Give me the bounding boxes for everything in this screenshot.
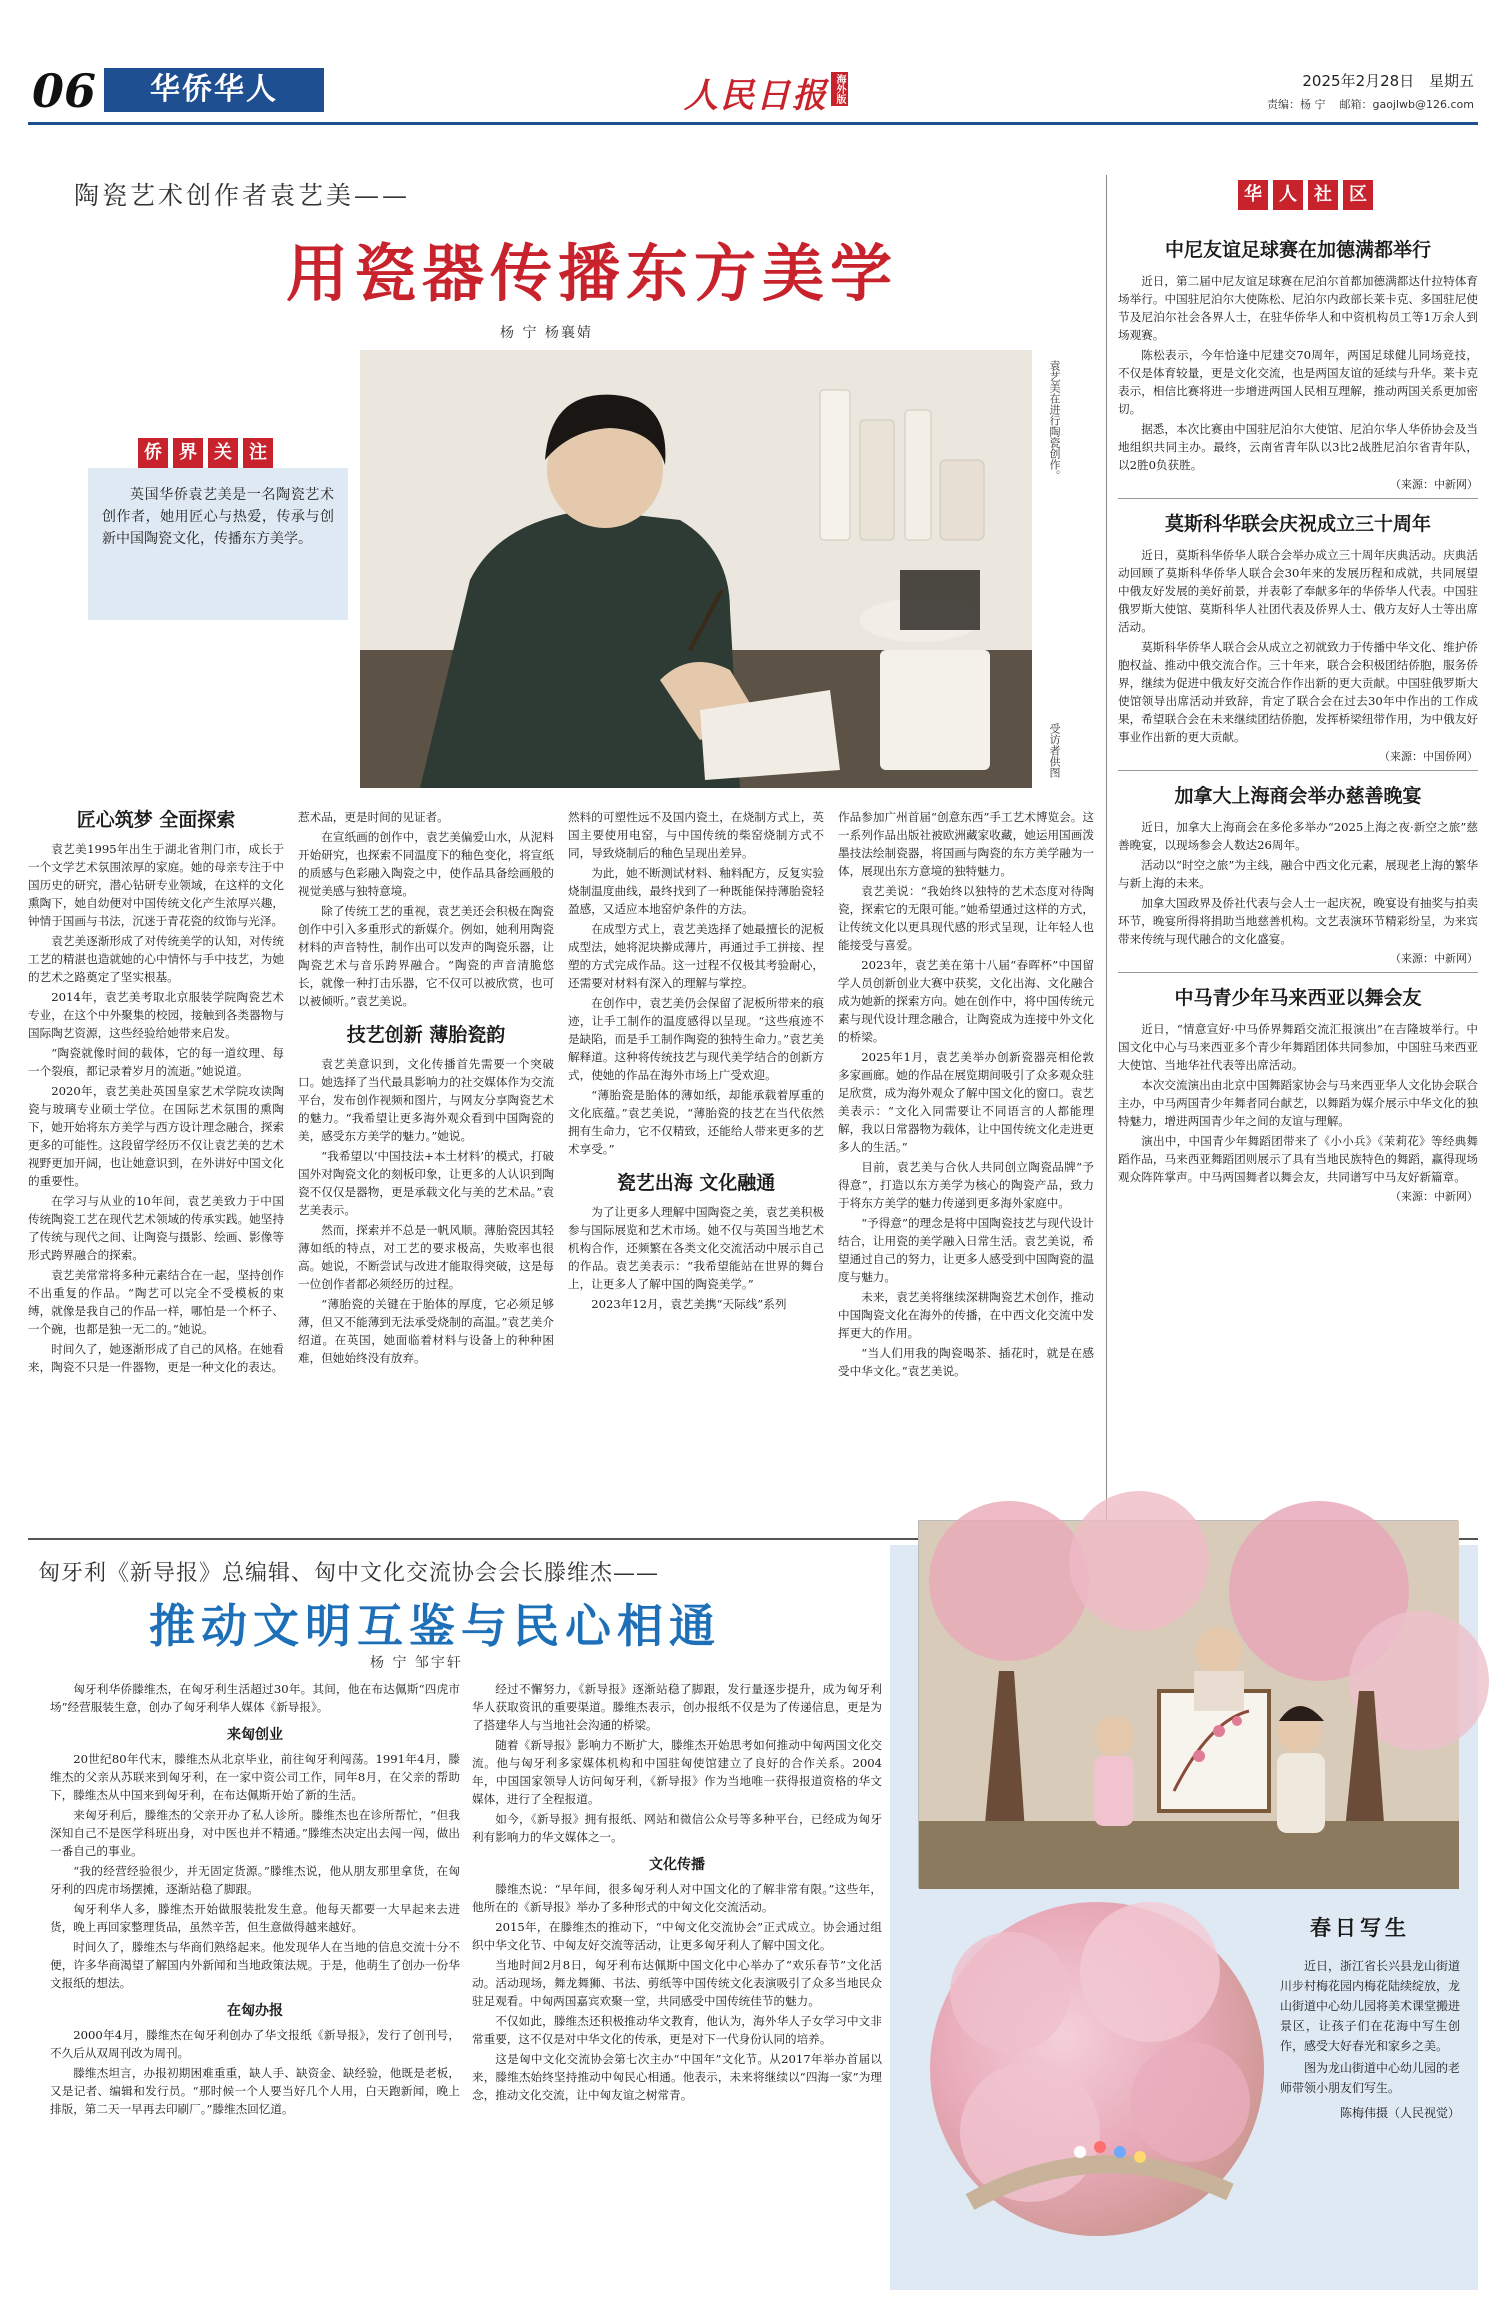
date-line — [1302, 70, 1474, 91]
paragraph: 近日，莫斯科华侨华人联合会举办成立三十周年庆典活动。庆典活动回顾了莫斯科华侨华人联合会30年来的发展历程和成就，共同展望中俄友好发展的美好前景，并表彰了奉献多年的华侨华人代表。中国驻俄罗斯大使馆、莫斯科华人社团代表及侨界人士、俄方友好人士等出席活动。 — [1118, 548, 1478, 634]
brief-title: 中马青少年马来西亚以舞会友 — [1174, 987, 1422, 1009]
paragraph: 来匈牙利后，滕维杰的父亲开办了私人诊所。滕维杰也在诊所帮忙，“但我深知自己不是医学科班出身，对中医也并不精通。”滕维杰决定出去闯一闯，做出一番自己的事业。 — [50, 1808, 460, 1858]
paragraph: “薄胎瓷的关键在于胎体的厚度，它必须足够薄，但又不能薄到无法承受烧制的高温。”袁艺美介绍道。在英国，她面临着材料与设备上的种种困难，但她始终没有放弃。 — [298, 1297, 554, 1365]
brief-title: 加拿大上海商会举办慈善晚宴 — [1174, 785, 1422, 807]
paragraph: 当地时间2月8日，匈牙利布达佩斯中国文化中心举办了“欢乐春节”文化活动。活动现场，舞龙舞狮、书法、剪纸等中国传统文化表演吸引了众多当地民众驻足观看。中匈两国嘉宾欢聚一堂，共同感受中国传统佳节的魅力。 — [472, 1958, 882, 2008]
paragraph: 这是匈中文化交流协会第七次主办“中国年”文化节。从2017年举办首届以来，滕维杰始终坚持推动中匈民心相通。他表示，未来将继续以“四海一家”为理念，推动文化交流，让中匈友谊之树常青。 — [472, 2052, 882, 2102]
paragraph: 为此，她不断测试材料、釉料配方，反复实验烧制温度曲线，最终找到了一种既能保持薄胎瓷轻盈感，又适应本地窑炉条件的方法。 — [568, 866, 824, 916]
paragraph: 近日，第二届中尼友谊足球赛在尼泊尔首都加德满都达什拉特体育场举行。中国驻尼泊尔大使陈松、尼泊尔内政部长莱卡克、多国驻尼使节及尼泊尔社会各界人士，在驻华侨华人和中资机构员工等1万余人到场观赛。 — [1118, 274, 1478, 342]
paragraph: 未来，袁艺美将继续深耕陶瓷艺术创作，推动中国陶瓷文化在海外的传播，在中西文化交流中发挥更大的作用。 — [838, 1290, 1094, 1340]
paragraph: 近日，加拿大上海商会在多伦多举办“2025上海之夜·新空之旅”慈善晚宴，以现场参会人数达26周年。 — [1118, 820, 1478, 852]
brief-title: 莫斯科华联会庆祝成立三十周年 — [1164, 513, 1431, 535]
edition-label: 海外版 — [831, 72, 848, 106]
second-byline: 杨 宁 邹宇轩 — [370, 1655, 463, 1671]
brief — [1118, 235, 1478, 492]
tag-char: 关 — [208, 438, 238, 468]
paragraph: 在宣纸画的创作中，袁艺美偏爱山水，从泥料开始研究，也探索不同温度下的釉色变化，将宣纸的质感与色彩融入陶瓷之中，使作品具备绘画般的视觉美感与独特意境。 — [298, 830, 554, 898]
brief-source: （来源：中新网） — [1390, 1190, 1478, 1203]
brief — [1118, 983, 1478, 1204]
paragraph: “我的经营经验很少，并无固定货源。”滕维杰说，他从朋友那里拿货，在匈牙利的四虎市场摆摊，逐渐站稳了脚跟。 — [50, 1864, 460, 1896]
section-label: 华侨华人 — [104, 68, 324, 112]
paragraph: 在成型方式上，袁艺美选择了她最擅长的泥板成型法，她将泥块擀成薄片，再通过手工拼接、捏塑的方式完成作品。这一过程不仅极其考验耐心，还需要对材料有深入的理解与掌控。 — [568, 922, 824, 990]
main-col-4 — [838, 808, 1094, 1530]
paragraph: “薄胎瓷是胎体的薄如纸，却能承载着厚重的文化底蕴。”袁艺美说，“薄胎瓷的技艺在当代依然拥有生命力，它不仅精致，还能给人带来更多的艺术享受。” — [568, 1088, 824, 1156]
second-col-2 — [472, 1680, 882, 2280]
paragraph: 2025年1月，袁艺美举办创新瓷器亮相伦敦多家画廊。她的作品在展览期间吸引了众多观众驻足欣赏，成为海外观众了解中国文化的窗口。袁艺美表示：“文化入同需要让不同语言的人都能理解，我以日常器物为载体，让中国传统文化走进更多人的生活。” — [838, 1050, 1094, 1154]
paragraph: “陶瓷就像时间的载体，它的每一道纹理、每一个裂痕，都记录着岁月的流逝。”她说道。 — [28, 1046, 284, 1078]
blossom-illustration — [930, 1902, 1264, 2236]
subhead-2: 在匈办报 — [227, 2003, 283, 2019]
paragraph: 20世纪80年代末，滕维杰从北京毕业，前往匈牙利闯荡。1991年4月，滕维杰的父亲从苏联来到匈牙利，在一家中资公司工作，同年8月，在父亲的帮助下，滕维杰从中国来到匈牙利，在布达佩斯开始了新的生活。 — [50, 1752, 460, 1802]
brief-source: （来源：中国侨网） — [1379, 750, 1478, 763]
photo-caption: 袁艺美在进行陶瓷创作。 — [1048, 360, 1061, 481]
paragraph: 滕维杰坦言，办报初期困难重重，缺人手、缺资金、缺经验，他既是老板，又是记者、编辑和发行员。“那时候一个人要当好几个人用，白天跑新闻，晚上排版，第二天一早再去印刷厂。”滕维杰回忆道。 — [50, 2066, 460, 2116]
page-header — [28, 66, 1478, 122]
paragraph: 时间久了，滕维杰与华商们熟络起来。他发现华人在当地的信息交流十分不便，许多华商渴望了解国内外新闻和当地政策法规。于是，他萌生了创办一份华文报纸的想法。 — [50, 1940, 460, 1990]
paragraph: 2000年4月，滕维杰在匈牙利创办了华文报纸《新导报》，发行了创刊号，不久后从双周刊改为周刊。 — [50, 2028, 460, 2060]
tag-char: 注 — [243, 438, 273, 468]
paragraph: 据悉，本次比赛由中国驻尼泊尔大使馆、尼泊尔华人华侨协会及当地组织共同主办。最终，云南省青年队以3比2战胜尼泊尔省青年队，以2胜0负获胜。 — [1118, 422, 1478, 472]
paragraph: 作品参加广州首届“创意东西”手工艺术博览会。这一系列作品出版社被欧洲藏家收藏，她运用国画泼墨技法绘制瓷器，将国画与陶瓷的东方美学融为一体，展现出东方意境的独特魅力。 — [838, 810, 1094, 878]
brief — [1118, 509, 1478, 764]
sidebar-column — [1118, 225, 1478, 1530]
paragraph: 如今，《新导报》拥有报纸、网站和微信公众号等多种平台，已经成为匈牙利有影响力的华文媒体之一。 — [472, 1812, 882, 1844]
paragraph: 在学习与从业的10年间，袁艺美致力于中国传统陶瓷工艺在现代艺术领域的传承实践。她坚持了传统与现代之间、让陶瓷与摄影、绘画、影像等形式跨界融合的探索。 — [28, 1194, 284, 1262]
tag-char: 华 — [1238, 180, 1268, 210]
tag-char: 人 — [1273, 180, 1303, 210]
brief-divider — [1118, 972, 1478, 973]
paragraph: 2023年12月，袁艺美携“天际线”系列 — [591, 1297, 787, 1311]
tag-char: 社 — [1308, 180, 1338, 210]
weekday: 星期五 — [1428, 72, 1474, 90]
sidebar-divider — [1106, 175, 1107, 1530]
paragraph: 时间久了，她逐渐形成了自己的风格。在她看来，陶瓷不只是一件器物，更是一种文化的表达。 — [28, 1342, 284, 1374]
photo-credit: 受访者供图 — [1048, 723, 1061, 778]
brief-divider — [1118, 770, 1478, 771]
second-kicker: 匈牙利《新导报》总编辑、匈中文化交流协会会长滕维杰—— — [38, 1561, 660, 1586]
photo-story-title: 春日写生 — [1310, 1915, 1410, 1940]
paragraph: 2023年，袁艺美在第十八届“春晖杯”中国留学人员创新创业大赛中获奖，文化出海、文化融合成为她新的探索方向。她在创作中，将中国传统元素与现代设计理念融合，让陶瓷成为连接中外文化的桥梁。 — [838, 958, 1094, 1044]
photo-story-text: 近日，浙江省长兴县龙山街道川步村梅花园内梅花陆续绽放，龙山街道中心幼儿园将美术课堂搬进景区，让孩子们在花海中写生创作，感受大好春光和家乡之美。 — [1280, 1959, 1461, 2053]
paragraph: 莫斯科华侨华人联合会从成立之初就致力于传播中华文化、维护侨胞权益、推动中俄交流合作。三十年来，联合会积极团结侨胞，服务侨界，继续为促进中俄友好交流合作作出新的更大贡献。中国驻俄罗斯大使馆领导出席活动并致辞，肯定了联合会在过去30年中作出的工作成果，希望联合会在未来继续团结侨胞，发挥桥梁纽带作用，为中俄友好事业作出新的更大贡献。 — [1118, 640, 1478, 744]
paragraph: 然料的可塑性远不及国内瓷土，在烧制方式上，英国主要使用电窑，与中国传统的柴窑烧制方式不同，导致烧制后的釉色呈现出差异。 — [568, 810, 824, 860]
paragraph: 2015年，在滕维杰的推动下，“中匈文化交流协会”正式成立。协会通过组织中华文化节、中匈友好交流等活动，让更多匈牙利人了解中国文化。 — [472, 1920, 882, 1952]
paragraph: 陈松表示，今年恰逢中尼建交70周年，两国足球健儿同场竞技，不仅是体育较量，更是文化交流，也是两国友谊的延续与升华。莱卡克表示，相信比赛将进一步增进两国人民相互理解，推动两国关系更加密切。 — [1118, 348, 1478, 416]
paragraph: 匈牙利华人多，滕维杰开始做服装批发生意。他每天都要一大早起来去进货，晚上再回家整理货品，虽然辛苦，但生意做得越来越好。 — [50, 1902, 460, 1934]
subhead-3: 文化传播 — [649, 1857, 705, 1873]
paragraph: 近日，“情意宣好·中马侨界舞蹈交流汇报演出”在吉隆坡举行。中国文化中心与马来西亚多个青少年舞蹈团体共同参加，中国驻马来西亚大使馆、当地华社代表等出席活动。 — [1118, 1022, 1478, 1072]
subhead-2: 技艺创新 薄胎瓷韵 — [346, 1024, 506, 1046]
tag-char: 区 — [1343, 180, 1373, 210]
paragraph: 然而，探索并不总是一帆风顺。薄胎瓷因其轻薄如纸的特点，对工艺的要求极高，失败率也很高。她说，不断尝试与改进才能取得突破，这是每一位创作者都必须经历的过程。 — [298, 1223, 554, 1291]
date: 2025年2月28日 — [1302, 72, 1415, 90]
paragraph: “予得意”的理念是将中国陶瓷技艺与现代设计结合，让用瓷的美学融入日常生活。袁艺美说，希望通过自己的努力，让更多人感受到中国陶瓷的温度与魅力。 — [838, 1216, 1094, 1284]
tag-char: 界 — [173, 438, 203, 468]
paragraph: 演出中，中国青少年舞蹈团带来了《小小兵》《茉莉花》等经典舞蹈作品，马来西亚舞蹈团则展示了具有当地民族特色的舞蹈，赢得现场观众阵阵掌声。中马两国舞者以舞会友，共同谱写中马友好新篇章。 — [1118, 1134, 1478, 1184]
paper-logo — [684, 68, 848, 117]
page-number: 06 — [32, 64, 97, 118]
paragraph: 除了传统工艺的重视，袁艺美还会积极在陶瓷创作中引入多重形式的新媒介。例如，她利用陶瓷材料的声音特性，制作出可以发声的陶瓷乐器，让陶瓷艺术与音乐跨界融合。“陶瓷的声音清脆悠长，就像一种打击乐器，它不仅可以被欣赏，也可以被倾听。”袁艺美说。 — [298, 904, 554, 1008]
paragraph: 2020年，袁艺美赴英国皇家艺术学院攻读陶瓷与玻璃专业硕士学位。在国际艺术氛围的熏陶下，她开始将东方美学与西方设计理念融合，探索更多的可能性。这段留学经历不仅让袁艺美的艺术视野更加开阔，也让她意识到，在外讲好中国文化的重要性。 — [28, 1084, 284, 1188]
paragraph: “我希望以‘中国技法+本土材料’的模式，打破国外对陶瓷文化的刻板印象，让更多的人认识到陶瓷不仅仅是器物，更是承载文化与美的艺术品。”袁艺美表示。 — [298, 1149, 554, 1217]
paragraph: 随着《新导报》影响力不断扩大，滕维杰开始思考如何推动中匈两国文化交流。他与匈牙利多家媒体机构和中国驻匈使馆建立了良好的合作关系。2004年，中国国家领导人访问匈牙利，《新导报》作为当地唯一获得报道资格的华文媒体，进行了全程报道。 — [472, 1738, 882, 1806]
main-col-2 — [298, 808, 554, 1530]
paragraph: 加拿大国政界及侨社代表与会人士一起庆祝，晚宴设有抽奖与拍卖环节，晚宴所得将捐助当地慈善机构。文艺表演环节精彩纷呈，为来宾带来传统与现代融合的文化盛宴。 — [1118, 896, 1478, 946]
second-col-1 — [50, 1680, 460, 2280]
tag-qiaojie — [138, 438, 278, 468]
spring-painting-illustration — [919, 1521, 1459, 1889]
brief-source: （来源：中新网） — [1390, 478, 1478, 491]
main-col-1 — [28, 795, 284, 1530]
second-headline: 推动文明互鉴与民心相通 — [149, 1599, 721, 1653]
paragraph: 袁艺美逐渐形成了对传统美学的认知，对传统工艺的精湛也造就她的心中情怀与手中技艺，为她的艺术之路奠定了坚实根基。 — [28, 934, 284, 984]
main-col-3 — [568, 808, 824, 1530]
photo-story-text-box — [1280, 1902, 1460, 2272]
tag-huarenshequ — [1238, 180, 1378, 210]
paragraph: “当人们用我的陶瓷喝茶、插花时，就是在感受中华文化。”袁艺美说。 — [838, 1346, 1094, 1378]
paragraph: 袁艺美意识到，文化传播首先需要一个突破口。她选择了当代最具影响力的社交媒体作为交流平台，发布创作视频和图片，与网友分享陶瓷艺术的魅力。“我希望让更多海外观众看到中国陶瓷的美，感受东方美学的魅力。”她说。 — [298, 1057, 554, 1143]
spring-painting-photo — [918, 1520, 1458, 1888]
paragraph: 经过不懈努力，《新导报》逐渐站稳了脚跟，发行量逐步提升，成为匈牙利华人获取资讯的重要渠道。滕维杰表示，创办报纸不仅是为了传递信息，更是为了搭建华人与当地社会沟通的桥梁。 — [472, 1682, 882, 1732]
brief-divider — [1118, 498, 1478, 499]
paragraph: 袁艺美常常将多种元素结合在一起，坚持创作不出重复的作品。“陶艺可以完全不受模板的束缚，就像是我自己的作品一样，哪怕是一个杯子、一个碗，也都是独一无二的。”她说。 — [28, 1268, 284, 1336]
paragraph: 匈牙利华侨滕维杰，在匈牙利生活超过30年。其间，他在布达佩斯“四虎市场”经营服装生意，创办了匈牙利华人媒体《新导报》。 — [50, 1682, 460, 1714]
photo-story-text-2: 图为龙山街道中心幼儿园的老师带领小朋友们写生。 — [1280, 2061, 1461, 2095]
paragraph: 2014年，袁艺美考取北京服装学院陶瓷艺术专业，在这个中外聚集的校园，接触到各类器物与国际陶艺资源，这些经验给她带来启发。 — [28, 990, 284, 1040]
intro-box — [88, 468, 348, 620]
paragraph: 惹术品，更是时间的见证者。 — [298, 810, 449, 824]
paragraph: 袁艺美说：“我始终以独特的艺术态度对待陶瓷，探索它的无限可能。”她希望通过这样的方式，让传统文化以更具现代感的形式呈现，让年轻人也能接受与喜爱。 — [838, 884, 1094, 952]
main-kicker: 陶瓷艺术创作者袁艺美—— — [74, 181, 411, 210]
editor-line: 责编：杨 宁 邮箱：gaojlwb@126.com — [1266, 98, 1474, 111]
paragraph: 本次交流演出由北京中国舞蹈家协会与马来西亚华人文化协会联合主办，中马两国青少年舞者同台献艺，以舞蹈为媒介展示中华文化的独特魅力，增进两国青少年之间的友谊与理解。 — [1118, 1078, 1478, 1128]
brief — [1118, 781, 1478, 966]
photo-story-credit: 陈梅伟摄（人民视觉） — [1339, 2106, 1460, 2120]
header-rule — [28, 122, 1478, 125]
brief-title: 中尼友谊足球赛在加德满都举行 — [1164, 239, 1431, 261]
subhead-3: 瓷艺出海 文化融通 — [616, 1172, 776, 1194]
paragraph: 不仅如此，滕维杰还积极推动华文教育，他认为，海外华人子女学习中文非常重要，这不仅是对中华文化的传承，更是对下一代身份认同的培养。 — [472, 2014, 882, 2046]
tag-char: 侨 — [138, 438, 168, 468]
paragraph: 活动以“时空之旅”为主线，融合中西文化元素，展现老上海的繁华与新上海的未来。 — [1118, 858, 1478, 890]
main-headline: 用瓷器传播东方美学 — [285, 237, 898, 310]
paragraph: 袁艺美1995年出生于湖北省荆门市，成长于一个文学艺术氛围浓厚的家庭。她的母亲专注于中国历史的研究，潜心钻研专业领域，在这样的文化熏陶下，她自幼便对中国传统文化产生浓厚兴趣，钟情于国画与书法，沉迷于青花瓷的纹饰与光泽。 — [28, 842, 284, 928]
paragraph: 在创作中，袁艺美仍会保留了泥板所带来的痕迹，让手工制作的温度感得以呈现。“这些痕迹不是缺陷，而是手工制作陶瓷的独特生命力。”袁艺美解释道。这种将传统技艺与现代美学结合的创新方式，使她的作品在海外市场上广受欢迎。 — [568, 996, 824, 1082]
brief-source: （来源：中新网） — [1390, 952, 1478, 965]
main-byline: 杨 宁 杨襄婧 — [500, 325, 593, 341]
blossom-circle-photo — [930, 1902, 1264, 2236]
artist-illustration — [360, 350, 1032, 788]
main-photo — [360, 350, 1061, 788]
paragraph: 为了让更多人理解中国陶瓷之美，袁艺美积极参与国际展览和艺术市场。她不仅与英国当地艺术机构合作，还频繁在各类文化交流活动中展示自己的作品。袁艺美表示：“我希望能站在世界的舞台上，让更多人了解中国的陶瓷美学。” — [568, 1205, 824, 1291]
subhead-1: 来匈创业 — [227, 1727, 283, 1743]
paragraph: 滕维杰说：“早年间，很多匈牙利人对中国文化的了解非常有限。”这些年，他所在的《新导报》举办了多种形式的中匈文化交流活动。 — [472, 1882, 882, 1914]
paragraph: 目前，袁艺美与合伙人共同创立陶瓷品牌“予得意”，打造以东方美学为核心的陶瓷产品，致力于将东方美学的魅力传递到更多海外家庭中。 — [838, 1160, 1094, 1210]
subhead-1: 匠心筑梦 全面探索 — [76, 809, 236, 831]
paper-name: 人民日报 — [684, 76, 828, 116]
intro-text: 英国华侨袁艺美是一名陶瓷艺术创作者，她用匠心与热爱，传承与创新中国陶瓷文化，传播东方美学。 — [102, 487, 334, 547]
